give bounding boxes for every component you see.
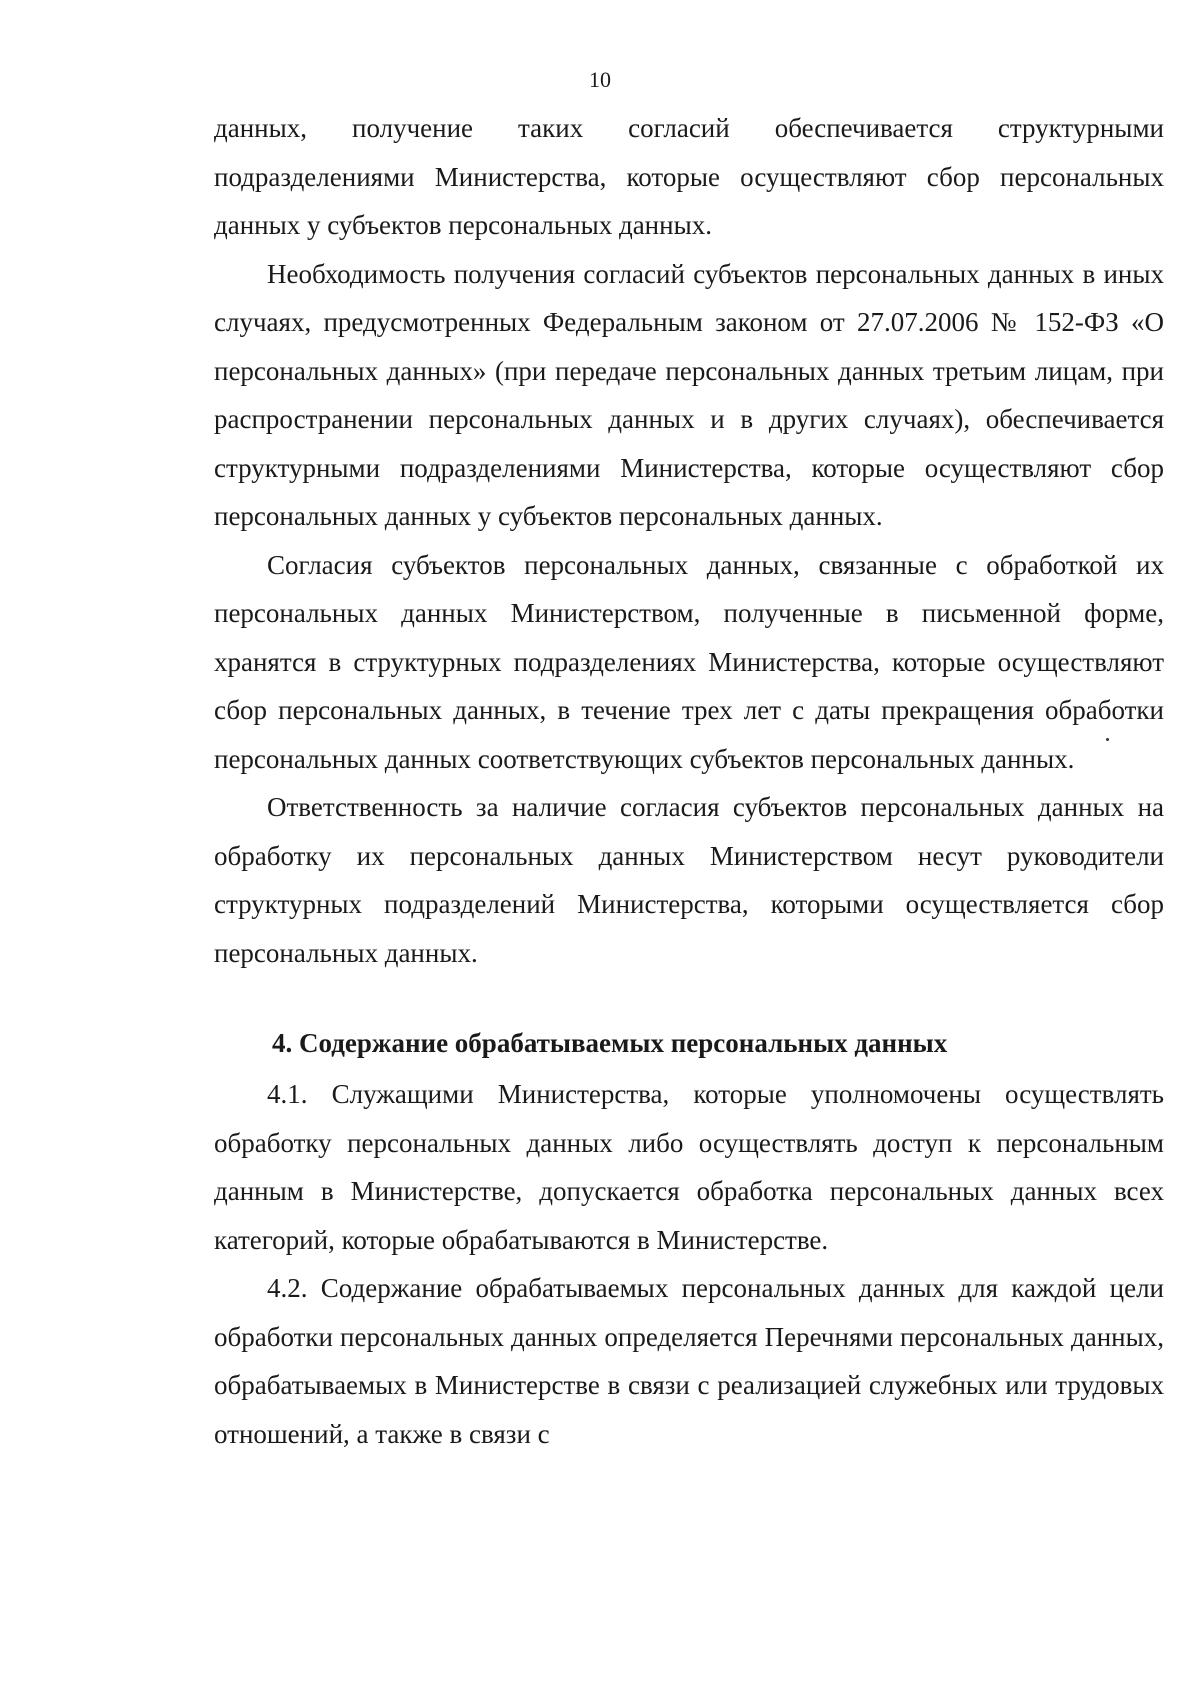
paragraph-consent-storage: Согласия субъектов персональных данных, связанные с обработкой их персональных данных Министерством, полученные в письменной форме, хранятся в структурных подразделениях Министерства, которые осуществляют сбор персональных данных, в течение трех лет с даты прекращения обработки персональных данных соответствующих субъектов персональных данных. xyxy=(214,549,1164,774)
document-body xyxy=(214,104,1164,1458)
paragraph-4-1: 4.1. Служащими Министерства, которые уполномочены осуществлять обработку персональных данных либо осуществлять доступ к персональным данным в Министерстве, допускается обработка персональных данных всех категорий, которые обрабатываются в Министерстве. xyxy=(214,1079,1164,1255)
paragraph-4-2: 4.2. Содержание обрабатываемых персональных данных для каждой цели обработки персональных данных определяется Перечнями персональных данных, обрабатываемых в Министерстве в связи с реализацией служебных или трудовых отношений, а также в связи с xyxy=(214,1273,1164,1449)
paragraph-consent-other-cases: Необходимость получения согласий субъектов персональных данных в иных случаях, предусмотренных Федеральным законом от 27.07.2006 № 152-ФЗ «О персональных данных» (при передаче персональных данных третьим лицам, при распространении персональных данных и в других случаях), обеспечивается структурными подразделениями Министерства, которые осуществляют сбор персональных данных у субъектов персональных данных. xyxy=(214,258,1164,531)
scan-speck xyxy=(1106,738,1109,741)
page-number: 10 xyxy=(589,67,611,92)
section-heading: 4. Содержание обрабатываемых персональных данных xyxy=(272,1028,948,1058)
paragraph-continuation: данных, получение таких согласий обеспечивается структурными подразделениями Министерства, которые осуществляют сбор персональных данных у субъектов персональных данных. xyxy=(214,113,1164,240)
paragraph-responsibility: Ответственность за наличие согласия субъектов персональных данных на обработку их персональных данных Министерством несут руководители структурных подразделений Министерства, которыми осуществляется сбор персональных данных. xyxy=(214,792,1164,968)
